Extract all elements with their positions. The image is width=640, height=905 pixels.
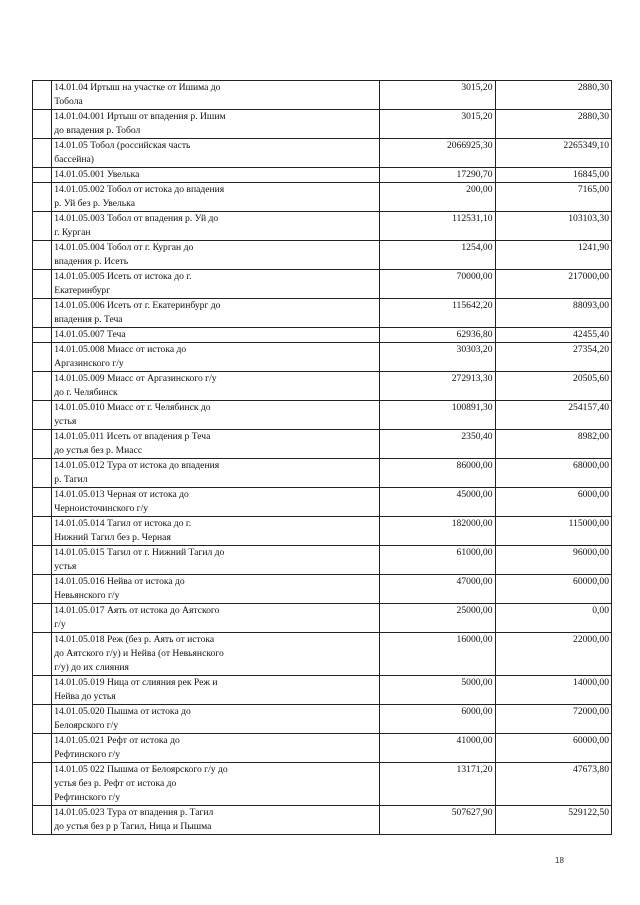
table-row: [33, 763, 612, 806]
section-name-cell: [52, 212, 380, 241]
value-cell-1: 86000,00: [380, 459, 495, 488]
section-name-line: 14.01.05.021 Рефт от истока до: [54, 735, 180, 746]
section-name-line: до устья без р. Миасс: [54, 445, 143, 456]
section-name-line: Рефтинского г/у: [54, 792, 120, 803]
table-row: [33, 705, 612, 734]
value-cell-2: 47673,80: [495, 763, 611, 806]
table-row: [33, 488, 612, 517]
section-name-cell: [52, 430, 380, 459]
table-row: [33, 270, 612, 299]
section-name-line: 14.01.05.020 Пышма от истока до: [54, 706, 191, 717]
row-blank-cell: [33, 546, 52, 575]
value-cell-1: 3015,20: [380, 81, 495, 110]
row-blank-cell: [33, 328, 52, 343]
section-name-line: 14.01.05.015 Тагил от г. Нижний Тагил до: [54, 547, 225, 558]
table-row: [33, 546, 612, 575]
section-name-line: 14.01.05.016 Нейва от истока до: [54, 576, 185, 587]
row-blank-cell: [33, 734, 52, 763]
row-blank-cell: [33, 459, 52, 488]
value-cell-1: 1254,00: [380, 241, 495, 270]
section-name-line: до г. Челябинск: [54, 387, 118, 398]
value-cell-2: 88093,00: [495, 299, 611, 328]
table-row: [33, 734, 612, 763]
value-cell-1: 62936,80: [380, 328, 495, 343]
value-cell-1: 200,00: [380, 183, 495, 212]
value-cell-1: 272913,30: [380, 372, 495, 401]
row-blank-cell: [33, 183, 52, 212]
section-name-line: Белоярского г/у: [54, 720, 119, 731]
table-row: [33, 604, 612, 633]
table-row: [33, 241, 612, 270]
value-cell-2: 529122,50: [495, 806, 611, 835]
table-row: [33, 676, 612, 705]
section-name-line: устья: [54, 416, 77, 427]
section-name-cell: [52, 734, 380, 763]
value-cell-2: 22000,00: [495, 633, 611, 676]
section-name-cell: [52, 488, 380, 517]
section-name-cell: [52, 705, 380, 734]
table-row: [33, 401, 612, 430]
row-blank-cell: [33, 705, 52, 734]
section-name-line: р. Уй без р. Увелька: [54, 198, 135, 209]
page-number: 18: [555, 856, 564, 865]
section-name-cell: [52, 517, 380, 546]
section-name-line: 14.01.05.001 Увелька: [54, 169, 140, 180]
value-cell-1: 16000,00: [380, 633, 495, 676]
section-name-line: 14.01.05.002 Тобол от истока до впадения: [54, 184, 225, 195]
value-cell-1: 30303,20: [380, 343, 495, 372]
value-cell-1: 112531,10: [380, 212, 495, 241]
section-name-line: Аргазинского г/у: [54, 358, 124, 369]
section-name-cell: [52, 604, 380, 633]
section-name-cell: [52, 328, 380, 343]
section-name-line: Нижний Тагил без р. Черная: [54, 532, 171, 543]
value-cell-1: 25000,00: [380, 604, 495, 633]
section-name-cell: [52, 633, 380, 676]
value-cell-1: 182000,00: [380, 517, 495, 546]
value-cell-2: 7165,00: [495, 183, 611, 212]
section-name-line: г. Курган: [54, 227, 91, 238]
row-blank-cell: [33, 168, 52, 183]
section-name-cell: [52, 676, 380, 705]
table-row: [33, 806, 612, 835]
value-cell-1: 47000,00: [380, 575, 495, 604]
value-cell-2: 2880,30: [495, 110, 611, 139]
value-cell-1: 100891,30: [380, 401, 495, 430]
table-row: [33, 81, 612, 110]
section-name-line: 14.01.05.010 Миасс от г. Челябинск до: [54, 402, 211, 413]
table-row: [33, 575, 612, 604]
table-row: [33, 299, 612, 328]
value-cell-1: 2350,40: [380, 430, 495, 459]
table-row: [33, 168, 612, 183]
section-name-line: до впадения р. Тобол: [54, 125, 141, 136]
value-cell-2: 2265349,10: [495, 139, 611, 168]
row-blank-cell: [33, 401, 52, 430]
section-name-line: впадения р. Теча: [54, 314, 123, 325]
row-blank-cell: [33, 806, 52, 835]
row-blank-cell: [33, 81, 52, 110]
section-name-line: 14.01.05 Тобол (российская часть: [54, 140, 191, 151]
row-blank-cell: [33, 270, 52, 299]
table-row: [33, 139, 612, 168]
row-blank-cell: [33, 110, 52, 139]
section-name-line: бассейна): [54, 154, 94, 165]
table-row: [33, 110, 612, 139]
value-cell-1: 70000,00: [380, 270, 495, 299]
section-name-cell: [52, 299, 380, 328]
section-name-line: 14.01.05.009 Миасс от Аргазинского г/у: [54, 373, 217, 384]
value-cell-2: 8982,00: [495, 430, 611, 459]
row-blank-cell: [33, 604, 52, 633]
table-row: [33, 430, 612, 459]
value-cell-2: 27354,20: [495, 343, 611, 372]
section-name-line: 14.01.05.013 Черная от истока до: [54, 489, 189, 500]
section-name-line: 14.01.05.023 Тура от впадения р. Тагил: [54, 807, 214, 818]
value-cell-2: 72000,00: [495, 705, 611, 734]
value-cell-1: 6000,00: [380, 705, 495, 734]
section-name-cell: [52, 110, 380, 139]
table-body: [33, 81, 612, 835]
value-cell-2: 42455,40: [495, 328, 611, 343]
value-cell-2: 16845,00: [495, 168, 611, 183]
section-name-line: 14.01.05 022 Пышма от Белоярского г/у до: [54, 764, 228, 775]
table-row: [33, 459, 612, 488]
value-cell-2: 254157,40: [495, 401, 611, 430]
section-name-line: 14.01.05.004 Тобол от г. Курган до: [54, 242, 194, 253]
value-cell-1: 45000,00: [380, 488, 495, 517]
section-name-cell: [52, 575, 380, 604]
row-blank-cell: [33, 676, 52, 705]
section-name-line: впадения р. Исеть: [54, 256, 129, 267]
table-row: [33, 212, 612, 241]
section-name-line: р. Тагил: [54, 474, 88, 485]
water-basin-table: [32, 80, 612, 835]
section-name-cell: [52, 372, 380, 401]
section-name-cell: [52, 168, 380, 183]
value-cell-2: 217000,00: [495, 270, 611, 299]
section-name-cell: [52, 270, 380, 299]
section-name-cell: [52, 459, 380, 488]
section-name-line: 14.01.05.018 Реж (без р. Аять от истока: [54, 634, 215, 645]
section-name-cell: [52, 183, 380, 212]
value-cell-2: 60000,00: [495, 575, 611, 604]
row-blank-cell: [33, 488, 52, 517]
section-name-line: до устья без р р Тагил, Ница и Пышма: [54, 821, 212, 832]
row-blank-cell: [33, 575, 52, 604]
section-name-line: Рефтинского г/у: [54, 749, 120, 760]
table-row: [33, 183, 612, 212]
section-name-line: Нейва до устья: [54, 691, 116, 702]
value-cell-1: 3015,20: [380, 110, 495, 139]
value-cell-1: 2066925,30: [380, 139, 495, 168]
value-cell-1: 41000,00: [380, 734, 495, 763]
value-cell-1: 115642,20: [380, 299, 495, 328]
section-name-cell: [52, 546, 380, 575]
section-name-line: 14.01.05.005 Исеть от истока до г.: [54, 271, 192, 282]
section-name-line: 14.01.04.001 Иртыш от впадения р. Ишим: [54, 111, 226, 122]
value-cell-2: 20505,60: [495, 372, 611, 401]
row-blank-cell: [33, 372, 52, 401]
section-name-line: 14.01.05.014 Тагил от истока до г.: [54, 518, 192, 529]
table-row: [33, 328, 612, 343]
value-cell-1: 5000,00: [380, 676, 495, 705]
section-name-line: устья без р. Рефт от истока до: [54, 778, 177, 789]
value-cell-2: 60000,00: [495, 734, 611, 763]
row-blank-cell: [33, 139, 52, 168]
section-name-line: 14.01.05.019 Ница от слияния рек Реж и: [54, 677, 218, 688]
section-name-line: Тобола: [54, 96, 83, 107]
section-name-line: Черноисточинского г/у: [54, 503, 149, 514]
value-cell-1: 13171,20: [380, 763, 495, 806]
section-name-line: Екатеринбург: [54, 285, 111, 296]
value-cell-2: 115000,00: [495, 517, 611, 546]
section-name-line: Невьянского г/у: [54, 590, 120, 601]
section-name-cell: [52, 81, 380, 110]
value-cell-2: 2880,30: [495, 81, 611, 110]
section-name-line: 14.01.05.011 Исеть от впадения р Теча: [54, 431, 211, 442]
section-name-line: 14.01.05.007 Теча: [54, 329, 126, 340]
section-name-line: до Аятского г/у) и Нейва (от Невьянского: [54, 648, 224, 659]
section-name-line: устья: [54, 561, 77, 572]
value-cell-1: 61000,00: [380, 546, 495, 575]
value-cell-1: 17290,70: [380, 168, 495, 183]
section-name-line: г/у) до их слияния: [54, 662, 129, 673]
section-name-cell: [52, 139, 380, 168]
table-row: [33, 517, 612, 546]
table-row: [33, 343, 612, 372]
section-name-line: г/у: [54, 619, 66, 630]
row-blank-cell: [33, 763, 52, 806]
section-name-cell: [52, 343, 380, 372]
section-name-cell: [52, 241, 380, 270]
row-blank-cell: [33, 241, 52, 270]
value-cell-2: 14000,00: [495, 676, 611, 705]
row-blank-cell: [33, 212, 52, 241]
section-name-cell: [52, 806, 380, 835]
row-blank-cell: [33, 430, 52, 459]
section-name-line: 14.01.05.017 Аять от истока до Аятского: [54, 605, 220, 616]
value-cell-2: 0,00: [495, 604, 611, 633]
value-cell-2: 103103,30: [495, 212, 611, 241]
section-name-cell: [52, 401, 380, 430]
section-name-cell: [52, 763, 380, 806]
value-cell-2: 6000,00: [495, 488, 611, 517]
section-name-line: 14.01.05.006 Исеть от г. Екатеринбург до: [54, 300, 221, 311]
table-row: [33, 633, 612, 676]
section-name-line: 14.01.04 Иртыш на участке от Ишима до: [54, 82, 221, 93]
row-blank-cell: [33, 343, 52, 372]
section-name-line: 14.01.05.003 Тобол от впадения р. Уй до: [54, 213, 219, 224]
section-name-line: 14.01.05.008 Миасс от истока до: [54, 344, 187, 355]
row-blank-cell: [33, 299, 52, 328]
row-blank-cell: [33, 517, 52, 546]
value-cell-2: 96000,00: [495, 546, 611, 575]
value-cell-2: 1241,90: [495, 241, 611, 270]
value-cell-1: 507627,90: [380, 806, 495, 835]
section-name-line: 14.01.05.012 Тура от истока до впадения: [54, 460, 220, 471]
table-row: [33, 372, 612, 401]
row-blank-cell: [33, 633, 52, 676]
value-cell-2: 68000,00: [495, 459, 611, 488]
